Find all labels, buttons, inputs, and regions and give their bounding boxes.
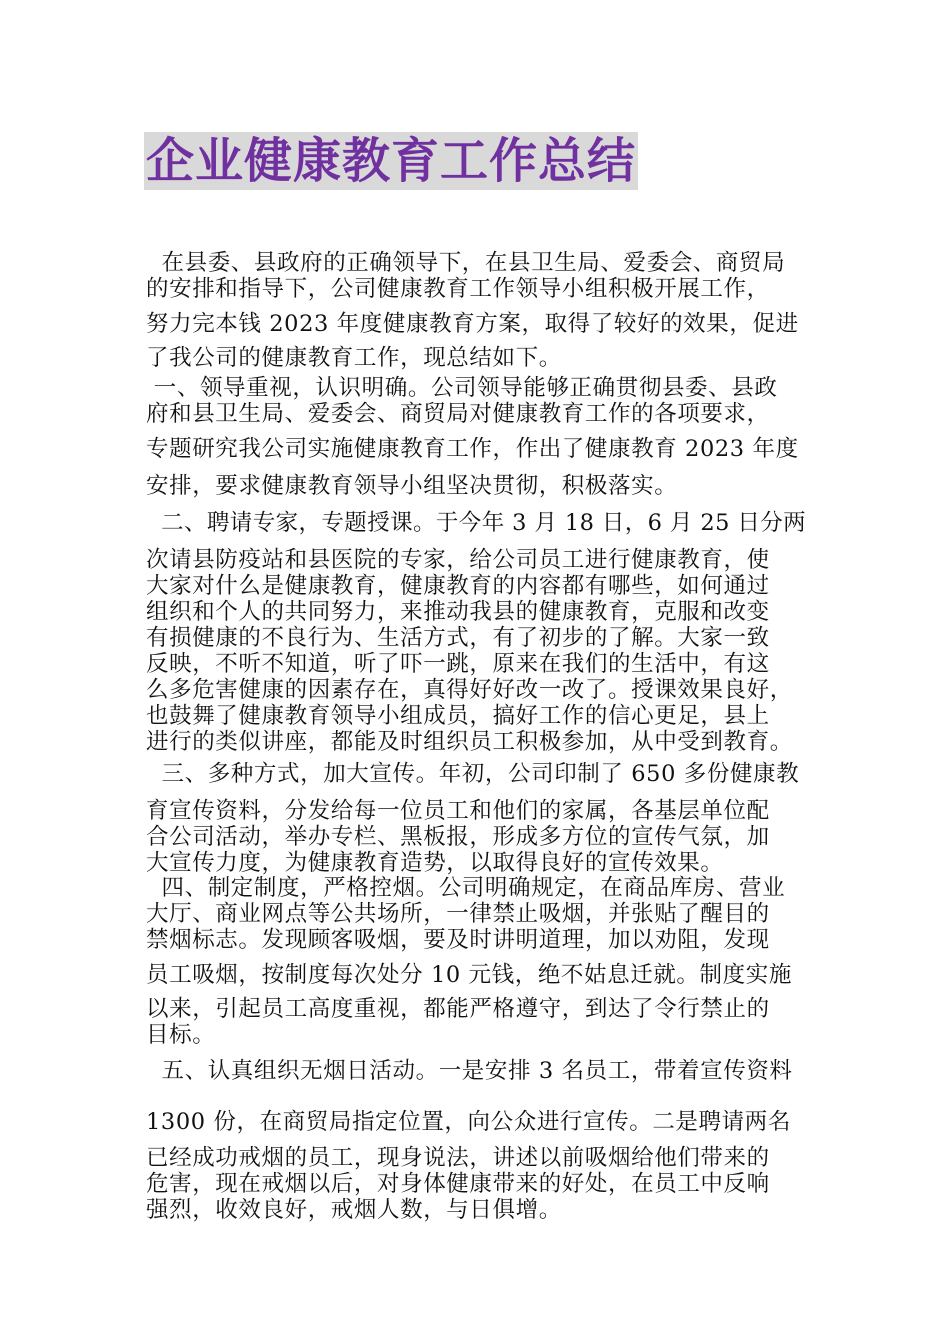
text-line: 也鼓舞了健康教育领导小组成员，搞好工作的信心更足，县上 xyxy=(146,703,770,729)
text-line: 在县委、县政府的正确领导下，在县卫生局、爱委会、商贸局 xyxy=(146,250,786,276)
text-line: 努力完本钱 2023 年度健康教育方案，取得了较好的效果，促进 xyxy=(146,311,799,337)
text-line: 二、聘请专家，专题授课。于今年 3 月 18 日，6 月 25 日分两 xyxy=(146,510,807,536)
document-title: 企业健康教育工作总结 xyxy=(146,133,637,189)
text-line: 了我公司的健康教育工作，现总结如下。 xyxy=(146,345,562,371)
text-line: 府和县卫生局、爱委会、商贸局对健康教育工作的各项要求， xyxy=(146,401,770,427)
text-line: 员工吸烟，按制度每次处分 10 元钱，绝不姑息迁就。制度实施 xyxy=(146,962,792,988)
text-line: 大宣传力度，为健康教育造势，以取得良好的宣传效果。 xyxy=(146,850,724,876)
text-line: 禁烟标志。发现顾客吸烟，要及时讲明道理，加以劝阻，发现 xyxy=(146,927,770,953)
text-line: 三、多种方式，加大宣传。年初，公司印制了 650 多份健康教 xyxy=(146,761,800,787)
text-line: 育宣传资料，分发给每一位员工和他们的家属，各基层单位配 xyxy=(146,798,770,824)
text-line: 么多危害健康的因素存在，真得好好改一改了。授课效果良好， xyxy=(146,677,793,703)
text-line: 反映，不听不知道，听了吓一跳，原来在我们的生活中，有这 xyxy=(146,651,770,677)
text-line: 危害，现在戒烟以后，对身体健康带来的好处，在员工中反响 xyxy=(146,1171,770,1197)
text-line: 合公司活动，举办专栏、黑板报，形成多方位的宣传气氛，加 xyxy=(146,824,770,850)
text-line: 1300 份，在商贸局指定位置，向公众进行宣传。二是聘请两名 xyxy=(146,1109,791,1135)
text-line: 一、领导重视，认识明确。公司领导能够正确贯彻县委、县政 xyxy=(146,375,778,401)
text-line: 已经成功戒烟的员工，现身说法，讲述以前吸烟给他们带来的 xyxy=(146,1145,770,1171)
text-line: 的安排和指导下，公司健康教育工作领导小组积极开展工作， xyxy=(146,276,770,302)
text-line: 专题研究我公司实施健康教育工作，作出了健康教育 2023 年度 xyxy=(146,436,799,462)
text-line: 四、制定制度，严格控烟。公司明确规定，在商品库房、营业 xyxy=(146,875,786,901)
text-line: 有损健康的不良行为、生活方式，有了初步的了解。大家一致 xyxy=(146,625,770,651)
text-line: 以来，引起员工高度重视，都能严格遵守，到达了令行禁止的 xyxy=(146,996,770,1022)
text-line: 安排，要求健康教育领导小组坚决贯彻，积极落实。 xyxy=(146,473,678,499)
text-line: 大家对什么是健康教育，健康教育的内容都有哪些，如何通过 xyxy=(146,573,770,599)
text-line: 次请县防疫站和县医院的专家，给公司员工进行健康教育，使 xyxy=(146,547,770,573)
text-line: 进行的类似讲座，都能及时组织员工积极参加，从中受到教育。 xyxy=(146,729,793,755)
text-line: 组织和个人的共同努力，来推动我县的健康教育，克服和改变 xyxy=(146,599,770,625)
text-line: 目标。 xyxy=(146,1022,216,1048)
text-line: 五、认真组织无烟日活动。一是安排 3 名员工，带着宣传资料 xyxy=(146,1058,793,1084)
text-line: 大厅、商业网点等公共场所，一律禁止吸烟，并张贴了醒目的 xyxy=(146,901,770,927)
text-line: 强烈，收效良好，戒烟人数，与日俱增。 xyxy=(146,1197,562,1223)
